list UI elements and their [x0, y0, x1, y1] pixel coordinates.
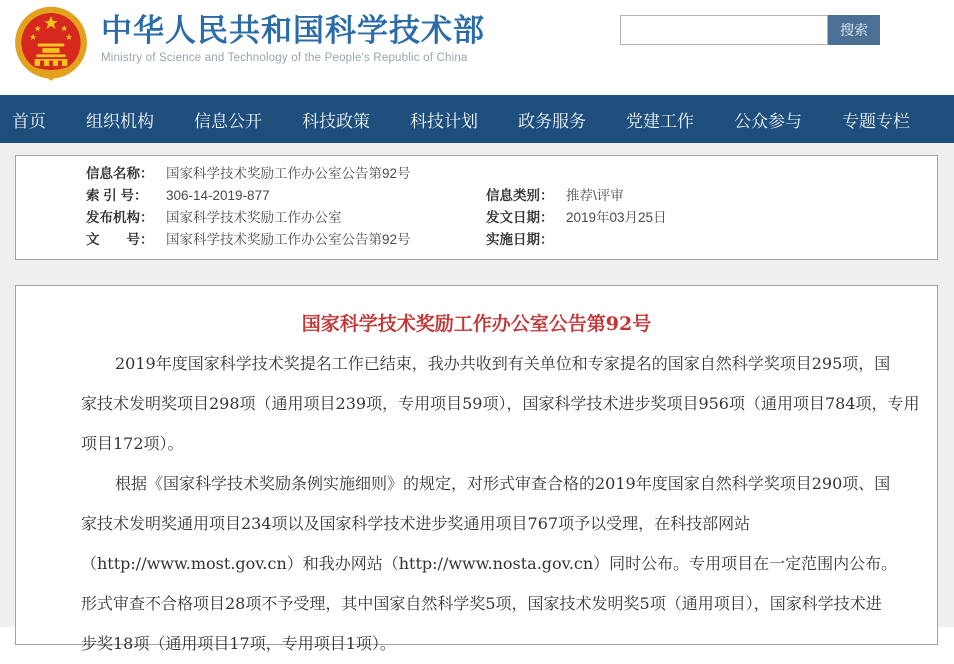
main-nav [0, 95, 954, 143]
nav-item-party-building[interactable]: 党建工作 [626, 111, 694, 131]
nav-item-public-participation[interactable]: 公众参与 [734, 111, 802, 131]
info-panel-right-column [486, 185, 667, 251]
info-row-effective-date [486, 229, 667, 251]
info-label: 信息名称： [86, 166, 154, 181]
article-line: 项目172项）。 [81, 434, 184, 453]
article-line: 家技术发明奖项目298项（通用项目239项，专用项目59项），国家科学技术进步奖项目956项（通用项目784项，专用 [81, 394, 920, 413]
info-row-index-number [86, 185, 411, 207]
nav-item-sci-tech-policy[interactable]: 科技政策 [302, 111, 370, 131]
info-value: 国家科学技术奖励工作办公室公告第92号 [166, 166, 411, 181]
search-bar [620, 15, 880, 45]
info-value: 国家科学技术奖励工作办公室 [166, 210, 342, 225]
search-input[interactable] [620, 15, 828, 45]
site-title-block [101, 13, 485, 64]
article-panel [15, 285, 938, 653]
info-row-title [86, 163, 411, 185]
nav-item-special-topics[interactable]: 专题专栏 [842, 111, 910, 131]
nav-item-gov-services[interactable]: 政务服务 [518, 111, 586, 131]
info-panel [15, 155, 938, 260]
info-label: 发文日期： [486, 210, 554, 225]
search-button[interactable]: 搜索 [828, 15, 880, 45]
info-row-issuing-agency [86, 207, 411, 229]
site-subtitle: Ministry of Science and Technology of the People's Republic of China [101, 52, 468, 64]
article-line: 形式审查不合格项目28项不予受理，其中国家自然科学奖5项，国家技术发明奖5项（通用项目），国家科学技术进 [81, 594, 882, 613]
nav-item-info-disclosure[interactable]: 信息公开 [194, 111, 262, 131]
content-area [0, 143, 954, 653]
site-title: 中华人民共和国科学技术部 [101, 13, 485, 48]
info-row-category [486, 185, 667, 207]
info-value: 2019年03月25日 [566, 210, 667, 225]
info-label: 文 号： [86, 232, 154, 247]
info-label: 发布机构： [86, 210, 154, 225]
info-panel-left-column [86, 163, 411, 251]
article-line: （http://www.most.gov.cn）和我办网站（http://www.nosta.gov.cn）同时公布。专用项目在一定范围内公布。 [81, 554, 898, 573]
article-line: 家技术发明奖通用项目234项以及国家科学技术进步奖通用项目767项予以受理，在科技部网站 [81, 514, 751, 533]
site-header [0, 0, 954, 95]
info-row-document-number [86, 229, 411, 251]
article-line: 2019年度国家科学技术奖提名工作已结束，我办共收到有关单位和专家提名的国家自然科学奖项目295项，国 [115, 354, 891, 373]
article-line: 步奖18项（通用项目17项，专用项目1项）。 [81, 634, 396, 653]
info-label: 索 引 号： [86, 188, 148, 203]
article-body [16, 344, 937, 664]
article-title: 国家科学技术奖励工作办公室公告第92号 [301, 313, 652, 335]
national-emblem-logo [12, 4, 90, 86]
nav-item-home[interactable]: 首页 [12, 111, 46, 131]
nav-item-sci-tech-programs[interactable]: 科技计划 [410, 111, 478, 131]
info-value: 推荐\评审 [566, 188, 624, 203]
info-value: 306-14-2019-877 [166, 188, 270, 203]
article-line: 根据《国家科学技术奖励条例实施细则》的规定，对形式审查合格的2019年度国家自然科学奖项目290项、国 [115, 474, 891, 493]
info-row-issue-date [486, 207, 667, 229]
info-label: 实施日期： [486, 232, 554, 247]
info-label: 信息类别： [486, 188, 554, 203]
info-value: 国家科学技术奖励工作办公室公告第92号 [166, 232, 411, 247]
nav-item-organization[interactable]: 组织机构 [86, 111, 154, 131]
